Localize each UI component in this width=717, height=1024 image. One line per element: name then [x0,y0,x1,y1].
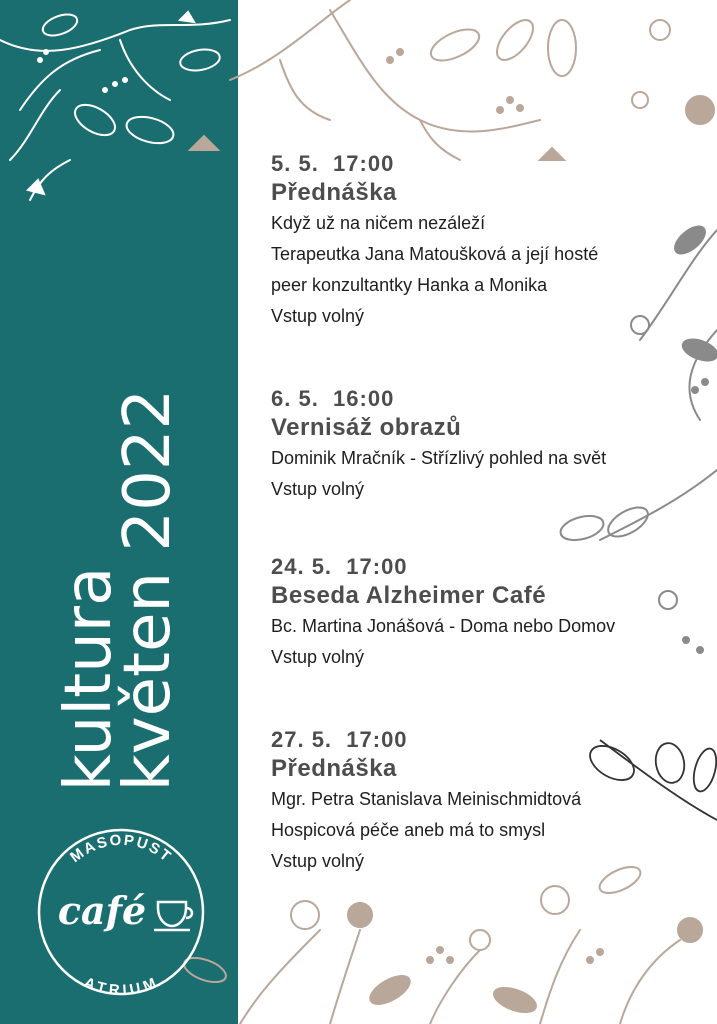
event-detail: peer konzultantky Hanka a Monika [271,275,548,295]
logo-top-text: MASOPUST [67,831,176,867]
event-admission: Vstup volný [271,647,365,667]
poster-title [52,388,185,792]
event-admission: Vstup volný [271,479,365,499]
beige-floral-bottom-icon [181,862,702,1024]
event-type: Přednáška [271,179,397,206]
event-detail: Terapeutka Jana Matoušková a její hosté [271,244,599,264]
beige-floral-top-icon [190,0,714,160]
masopust-cafe-logo [30,820,212,1002]
title-line-1: kultura [52,566,127,792]
event-date: 5. 5. 17:00 [271,151,395,176]
logo-main-text: café [57,888,147,933]
event-detail: Bc. Martina Jonášová - Doma nebo Domov [271,616,616,636]
event-date: 27. 5. 17:00 [271,727,408,752]
event-item [271,385,711,505]
title-line-2: květen 2022 [111,388,185,792]
event-item [271,150,711,332]
event-type: Vernisáž obrazů [271,414,462,441]
event-admission: Vstup volný [271,306,365,326]
event-item [271,553,711,673]
event-type: Beseda Alzheimer Café [271,582,547,609]
event-detail: Dominik Mračník - Střízlivý pohled na svět [271,448,607,468]
event-date: 24. 5. 17:00 [271,554,408,579]
svg-text:ATRIUM [81,974,160,999]
logo-bottom-text: ATRIUM [81,974,161,1000]
event-detail: Mgr. Petra Stanislava Meinischmidtová [271,789,582,809]
event-item [271,726,711,877]
event-admission: Vstup volný [271,851,365,871]
event-type: Přednáška [271,755,397,782]
coffee-cup-icon [154,902,192,930]
event-date: 6. 5. 16:00 [271,386,395,411]
event-detail: Když už na ničem nezáleží [271,213,486,233]
svg-text:MASOPUST [67,832,175,866]
event-detail: Hospicová péče aneb má to smysl [271,820,546,840]
